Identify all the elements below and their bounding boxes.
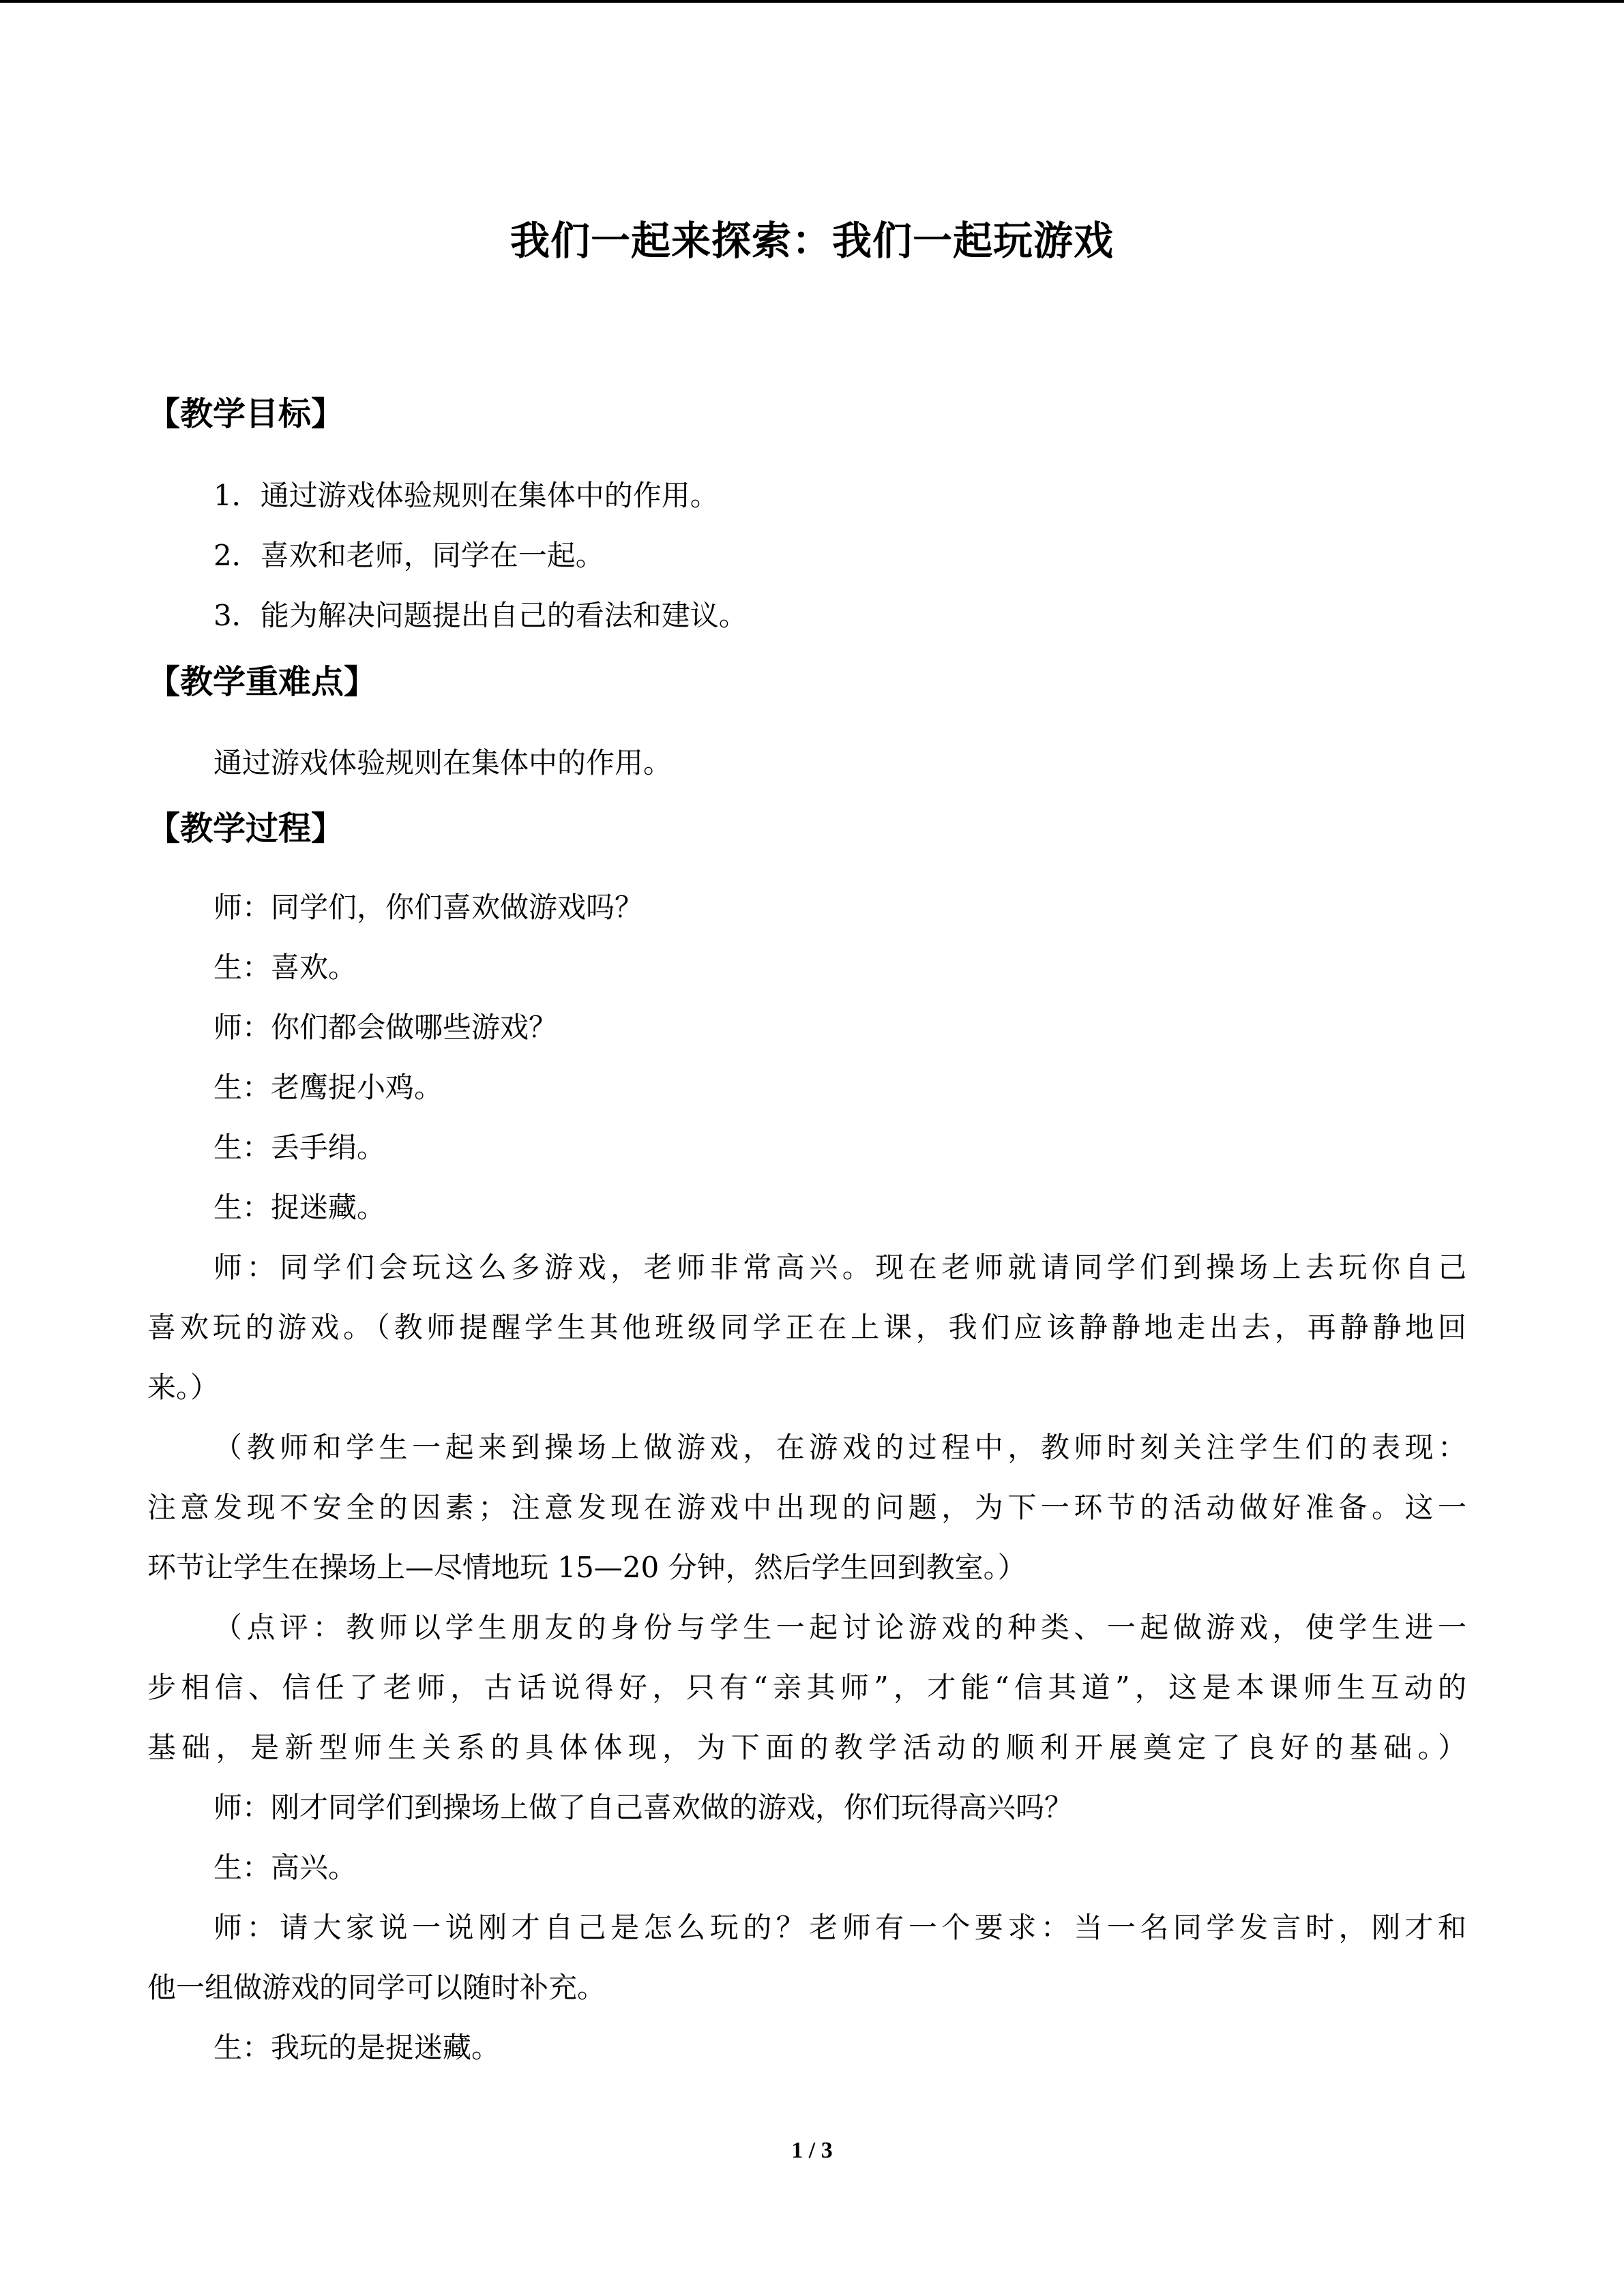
goal-item-1: 1．通过游戏体验规则在集体中的作用。: [213, 479, 719, 512]
section-heading-teaching-goals: 【教学目标】: [147, 395, 344, 433]
process-line-5: 生：丢手绢。: [213, 1131, 386, 1164]
process-line-9: 来。）: [147, 1371, 220, 1404]
process-line-19: 他一组做游戏的同学可以随时补充。: [147, 1971, 606, 2004]
process-line-10: （教师和学生一起来到操场上做游戏，在游戏的过程中，教师时刻关注学生们的表现：: [213, 1431, 1466, 1464]
process-line-1: 师：同学们，你们喜欢做游戏吗？: [213, 891, 644, 924]
process-line-6: 生：捉迷藏。: [213, 1191, 386, 1224]
process-line-4: 生：老鹰捉小鸡。: [213, 1071, 443, 1104]
process-line-11: 注意发现不安全的因素；注意发现在游戏中出现的问题，为下一环节的活动做好准备。这一: [147, 1491, 1466, 1524]
process-line-13: （点评：教师以学生朋友的身份与学生一起讨论游戏的种类、一起做游戏，使学生进一: [213, 1611, 1466, 1644]
process-line-17: 生：高兴。: [213, 1851, 357, 1884]
section-heading-teaching-process: 【教学过程】: [147, 809, 344, 848]
process-line-8: 喜欢玩的游戏。（教师提醒学生其他班级同学正在上课，我们应该静静地走出去，再静静地回: [147, 1311, 1466, 1344]
process-line-7: 师：同学们会玩这么多游戏，老师非常高兴。现在老师就请同学们到操场上去玩你自己: [213, 1251, 1466, 1284]
goal-item-2: 2．喜欢和老师，同学在一起。: [213, 539, 604, 572]
top-border-line: [0, 0, 1624, 3]
document-title: 我们一起来探索：我们一起玩游戏: [510, 218, 1114, 264]
key-points-text: 通过游戏体验规则在集体中的作用。: [213, 746, 673, 779]
process-line-20: 生：我玩的是捉迷藏。: [213, 2031, 501, 2064]
process-line-2: 生：喜欢。: [213, 951, 357, 984]
process-line-12: 环节让学生在操场上—尽情地玩 15—20 分钟，然后学生回到教室。）: [147, 1551, 1027, 1584]
goal-item-3: 3．能为解决问题提出自己的看法和建议。: [213, 599, 748, 632]
process-line-18: 师：请大家说一说刚才自己是怎么玩的？老师有一个要求：当一名同学发言时，刚才和: [213, 1911, 1466, 1944]
process-line-15: 基础，是新型师生关系的具体体现，为下面的教学活动的顺利开展奠定了良好的基础。）: [147, 1731, 1466, 1764]
page-number: 1 / 3: [791, 2138, 833, 2163]
process-line-3: 师：你们都会做哪些游戏？: [213, 1011, 558, 1044]
process-line-14: 步相信、信任了老师，古话说得好，只有“亲其师”，才能“信其道”，这是本课师生互动的: [147, 1671, 1466, 1704]
process-line-16: 师：刚才同学们到操场上做了自己喜欢做的游戏，你们玩得高兴吗？: [213, 1791, 1074, 1824]
section-heading-key-points: 【教学重难点】: [147, 663, 377, 701]
